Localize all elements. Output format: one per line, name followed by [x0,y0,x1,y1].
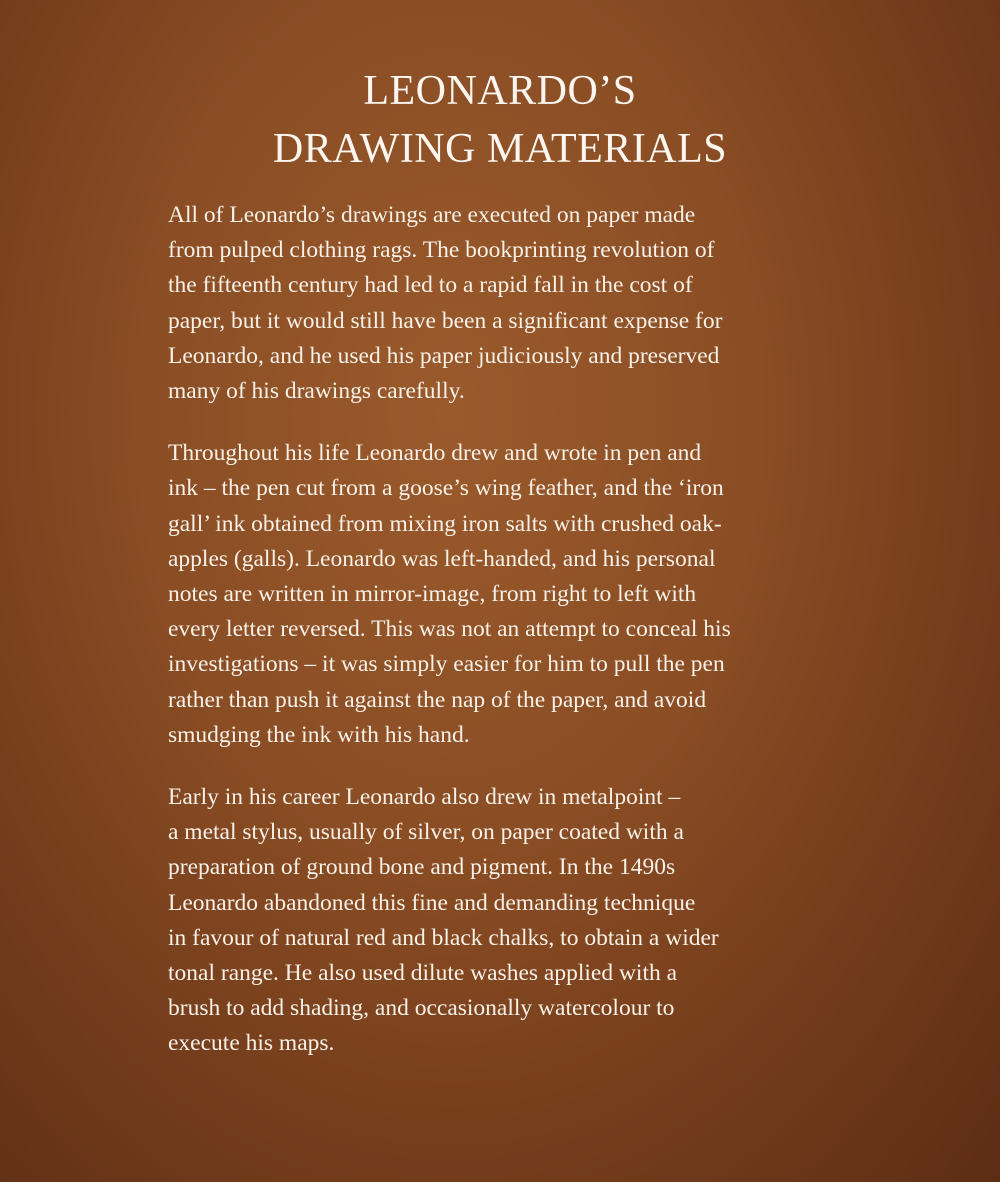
text-line: every letter reversed. This was not an attempt to conceal his [168,616,731,643]
text-line: Early in his career Leonardo also drew in metalpoint – [168,784,681,811]
text-line: Throughout his life Leonardo drew and wrote in pen and [168,440,702,467]
text-line: apples (galls). Leonardo was left-handed, and his personal [168,545,716,572]
text-line: investigations – it was simply easier for him to pull the pen [168,651,725,678]
text-line: rather than push it against the nap of the paper, and avoid [168,686,707,713]
text-line: the fifteenth century had led to a rapid fall in the cost of [168,272,693,299]
title-line-2: DRAWING MATERIALS [272,126,728,172]
text-line: tonal range. He also used dilute washes applied with a [168,960,678,987]
text-line: many of his drawings carefully. [168,378,465,405]
text-line: notes are written in mirror-image, from right to left with [168,581,697,608]
paragraph-metalpoint [168,780,868,1062]
text-line: a metal stylus, usually of silver, on paper coated with a [168,819,684,846]
panel-title [0,62,1000,178]
text-line: gall’ ink obtained from mixing iron salts with crushed oak- [168,510,722,537]
text-line: Leonardo, and he used his paper judiciously and preserved [168,342,720,369]
text-line: All of Leonardo’s drawings are executed on paper made [168,202,696,228]
panel-body [168,198,868,1089]
text-line: smudging the ink with his hand. [168,721,470,748]
text-line: execute his maps. [168,1030,335,1057]
title-line-1: LEONARDO’S [363,68,637,114]
text-line: in favour of natural red and black chalks, to obtain a wider [168,924,719,951]
text-line: ink – the pen cut from a goose’s wing feather, and the ‘iron [168,475,724,502]
text-line: paper, but it would still have been a significant expense for [168,307,723,334]
text-line: Leonardo abandoned this fine and demanding technique [168,889,696,916]
paragraph-pen-and-ink [168,436,868,753]
text-line: brush to add shading, and occasionally watercolour to [168,995,675,1022]
text-line: from pulped clothing rags. The bookprinting revolution of [168,237,715,264]
text-line: preparation of ground bone and pigment. In the 1490s [168,854,676,881]
paragraph-paper [168,198,868,409]
